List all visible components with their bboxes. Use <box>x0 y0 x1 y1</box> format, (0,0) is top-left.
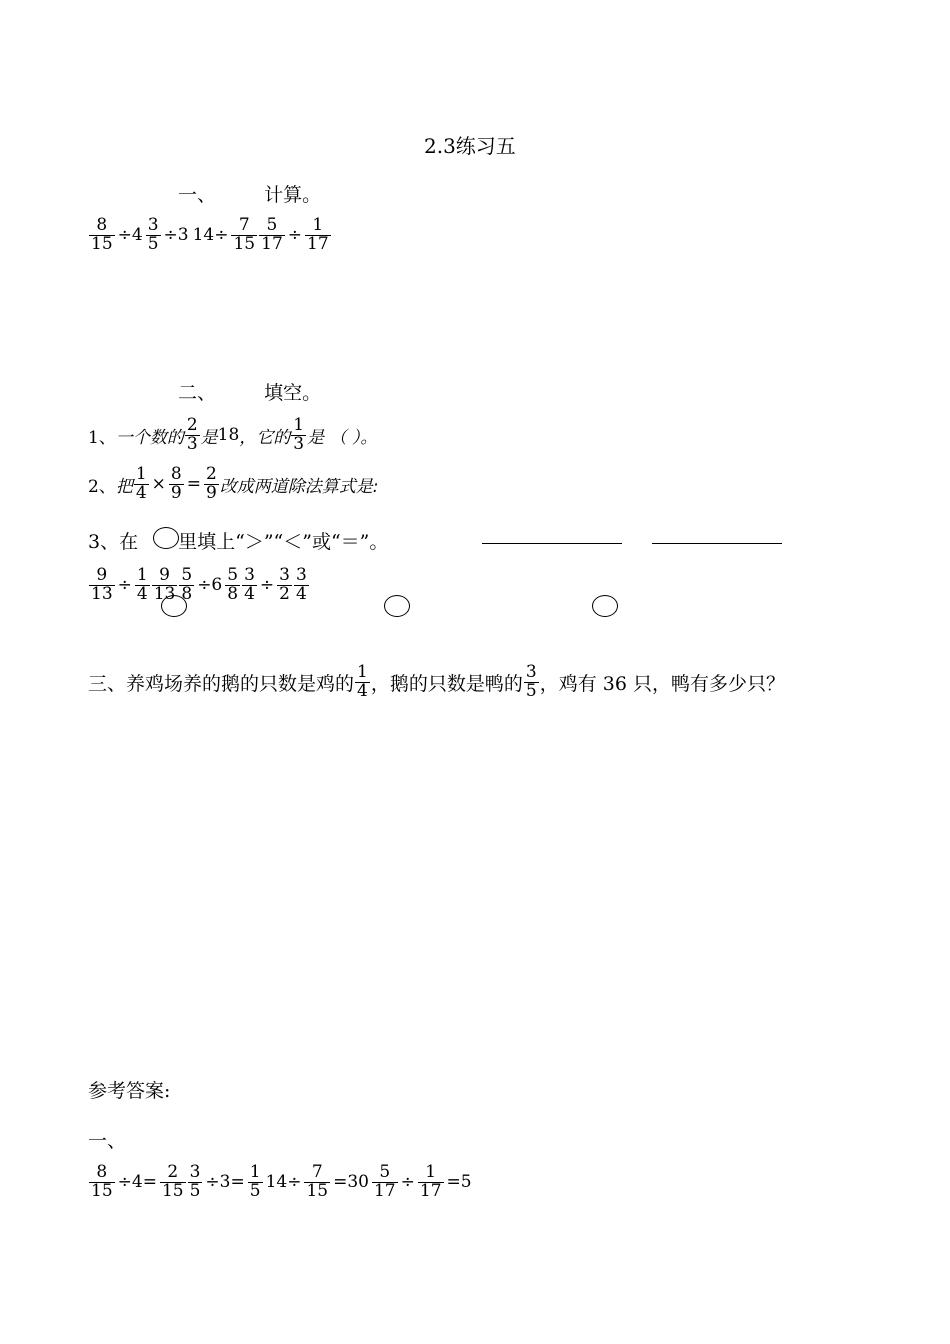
answer-line <box>652 543 782 544</box>
question-value: 18 <box>217 425 240 446</box>
fraction: $\frac{3}{2}$ <box>279 565 290 604</box>
question-2 <box>88 466 379 503</box>
operand: 14÷ <box>192 225 229 246</box>
operator: ÷ <box>117 575 132 596</box>
question-text: 把 <box>115 476 133 497</box>
operator: ÷6 <box>197 575 223 596</box>
operator: ÷4= <box>117 1172 157 1193</box>
comparison-circle[interactable] <box>592 595 618 617</box>
section2-heading <box>178 378 321 405</box>
fraction: $\frac{3}{5}$ <box>189 1162 201 1201</box>
comparison-circle[interactable] <box>384 595 410 617</box>
question-text: 是 <box>200 427 218 448</box>
fraction: $\frac{3}{5}$ <box>525 662 537 701</box>
question-text: 在 <box>119 531 139 553</box>
answers-part-1: 一、 <box>88 1130 127 1152</box>
fraction: $\frac{5}{17}$ <box>261 215 283 254</box>
question-number: 2、 <box>88 476 116 497</box>
fraction: $\frac{1}{4}$ <box>135 464 147 503</box>
fraction: $\frac{5}{17}$ <box>373 1162 396 1201</box>
question-text: 里填上“＞”“＜”或“＝”。 <box>178 531 389 553</box>
operator: ÷ <box>287 225 303 246</box>
fraction: $\frac{2}{3}$ <box>186 415 198 454</box>
fraction: $\frac{3}{4}$ <box>295 565 307 604</box>
section1-number: 一、 <box>178 184 217 206</box>
question-3-expression <box>88 567 310 604</box>
fraction: $\frac{9}{13}$ <box>91 565 113 604</box>
fraction: $\frac{3}{4}$ <box>244 565 255 604</box>
fraction: $\frac{8}{9}$ <box>170 464 182 503</box>
comparison-circle[interactable] <box>161 595 187 617</box>
fraction: $\frac{5}{8}$ <box>181 565 193 604</box>
operator: × <box>151 474 166 495</box>
fraction: $\frac{1}{4}$ <box>357 662 368 701</box>
section2-title: 填空。 <box>264 382 322 404</box>
answers-expression <box>88 1164 474 1201</box>
answers-heading: 参考答案: <box>88 1080 171 1102</box>
question-text: 一个数的 <box>115 427 184 448</box>
fraction: $\frac{8}{15}$ <box>91 1162 113 1201</box>
fraction: $\frac{1}{5}$ <box>249 1162 261 1201</box>
operator: ÷4 <box>117 225 143 246</box>
problem-text: ，鹅的只数是鸭的 <box>370 672 523 695</box>
fraction: $\frac{8}{15}$ <box>91 215 113 254</box>
fraction: $\frac{5}{8}$ <box>227 565 239 604</box>
problem-text: 三、养鸡场养的鹅的只数是鸡的 <box>88 672 355 695</box>
problem-text: ，鸡有 36 只，鸭有多少只？ <box>539 672 785 695</box>
section1-heading <box>178 180 321 207</box>
fraction: $\frac{2}{15}$ <box>161 1162 184 1201</box>
page-title: 2.3练习五 <box>424 134 516 158</box>
fraction: $\frac{3}{5}$ <box>147 215 159 254</box>
operator: = <box>186 474 201 495</box>
operand: 14÷ <box>265 1172 302 1193</box>
fraction: $\frac{2}{9}$ <box>205 464 217 503</box>
question-text: 是 （ ）。 <box>307 427 378 448</box>
fraction: $\frac{1}{17}$ <box>419 1162 442 1201</box>
fraction: $\frac{1}{4}$ <box>136 565 148 604</box>
circle-icon <box>153 527 179 549</box>
operator: ÷ <box>259 575 275 596</box>
question-number: 1、 <box>88 427 116 448</box>
question-1 <box>88 417 377 454</box>
question-text: 改成两道除法算式是: <box>219 476 379 497</box>
fraction: $\frac{9}{13}$ <box>153 565 176 604</box>
section2-number: 二、 <box>178 382 217 404</box>
section1-expression <box>88 217 332 254</box>
fraction: $\frac{7}{15}$ <box>233 215 256 254</box>
question-3 <box>88 527 388 554</box>
section3-problem <box>88 664 785 701</box>
result: =5 <box>446 1172 472 1193</box>
question-text: ，它的 <box>239 427 291 448</box>
answer-line <box>482 543 622 544</box>
operator: ÷3 <box>163 225 189 246</box>
fraction: $\frac{1}{3}$ <box>293 415 305 454</box>
result: =30 <box>333 1172 369 1193</box>
fraction: $\frac{1}{17}$ <box>307 215 329 254</box>
fraction: $\frac{7}{15}$ <box>306 1162 329 1201</box>
question-number: 3、 <box>88 531 120 553</box>
section1-title: 计算。 <box>264 184 322 206</box>
operator: ÷3= <box>205 1172 245 1193</box>
operator: ÷ <box>400 1172 415 1193</box>
